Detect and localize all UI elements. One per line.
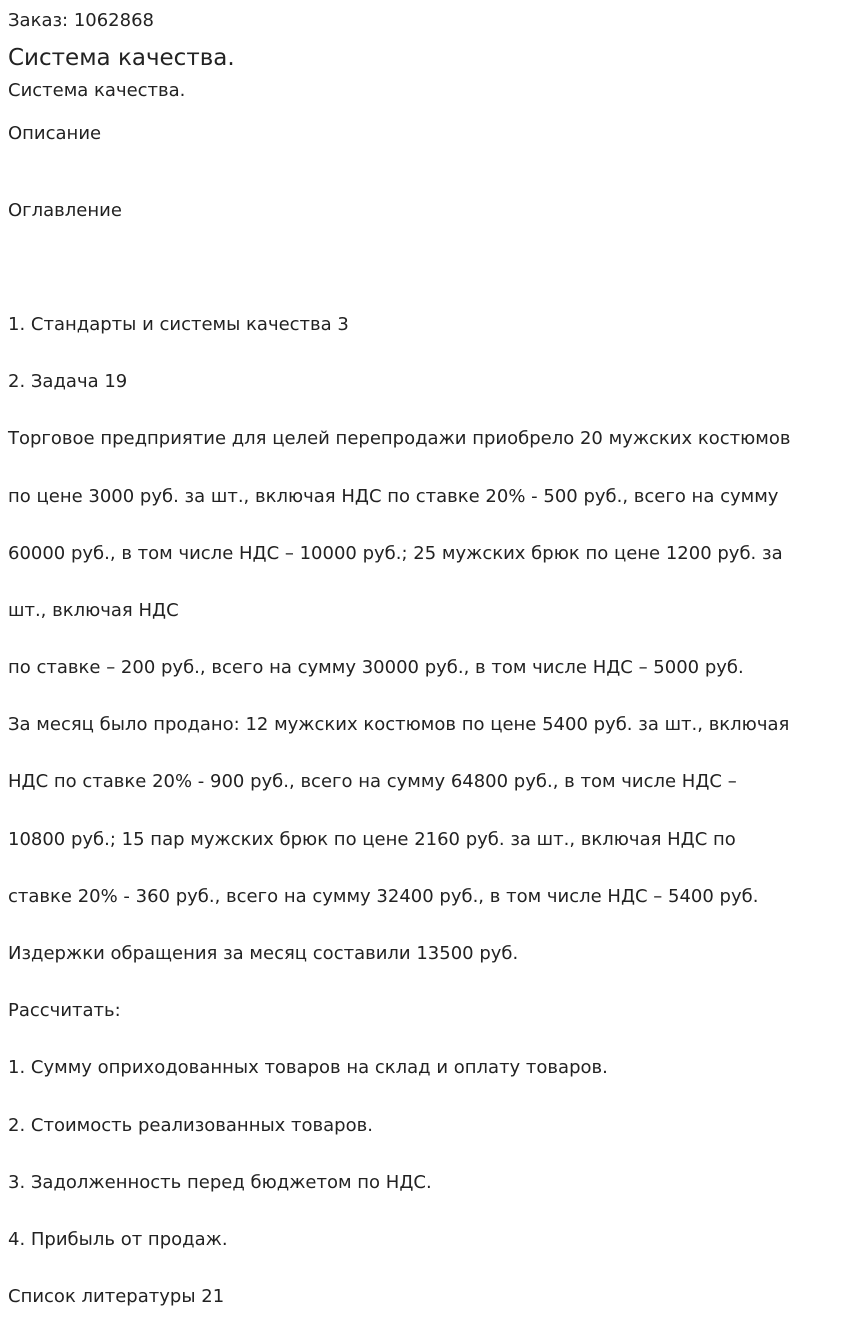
description-heading: Описание bbox=[8, 123, 102, 144]
task-line: 3. Задолженность перед бюджетом по НДС. bbox=[8, 1171, 432, 1193]
task-line: За месяц было продано: 12 мужских костюмов по цене 5400 руб. за шт., включая bbox=[8, 714, 790, 736]
page-title: Система качества. bbox=[8, 45, 235, 71]
task-line: 4. Прибыль от продаж. bbox=[8, 1228, 228, 1250]
task-line: 2. Стоимость реализованных товаров. bbox=[8, 1114, 373, 1136]
task-line: по цене 3000 руб. за шт., включая НДС по ставке 20% - 500 руб., всего на сумму bbox=[8, 485, 779, 507]
task-line: Торговое предприятие для целей перепродажи приобрело 20 мужских костюмов bbox=[8, 428, 791, 450]
task-line: НДС по ставке 20% - 900 руб., всего на сумму 64800 руб., в том числе НДС – bbox=[8, 771, 737, 793]
task-line: шт., включая НДС bbox=[8, 599, 179, 621]
task-line: Издержки обращения за месяц составили 13500 руб. bbox=[8, 943, 519, 965]
page-subtitle: Система качества. bbox=[8, 80, 186, 101]
task-line: ставке 20% - 360 руб., всего на сумму 32400 руб., в том числе НДС – 5400 руб. bbox=[8, 885, 759, 907]
toc-item: 1. Стандарты и системы качества 3 bbox=[8, 313, 349, 335]
blank-line bbox=[8, 254, 839, 283]
task-line: Рассчитать: bbox=[8, 1000, 121, 1022]
description-body bbox=[8, 168, 839, 1340]
task-line: по ставке – 200 руб., всего на сумму 30000 руб., в том числе НДС – 5000 руб. bbox=[8, 657, 744, 679]
toc-item: 2. Задача 19 bbox=[8, 371, 128, 393]
task-line: 10800 руб.; 15 пар мужских брюк по цене 2160 руб. за шт., включая НДС по bbox=[8, 828, 736, 850]
bibliography-line: Список литературы 21 bbox=[8, 1286, 225, 1308]
task-line: 60000 руб., в том числе НДС – 10000 руб.; 25 мужских брюк по цене 1200 руб. за bbox=[8, 542, 783, 564]
toc-heading: Оглавление bbox=[8, 199, 122, 221]
order-number: Заказ: 1062868 bbox=[8, 10, 154, 31]
task-line: 1. Сумму оприходованных товаров на склад и оплату товаров. bbox=[8, 1057, 608, 1079]
